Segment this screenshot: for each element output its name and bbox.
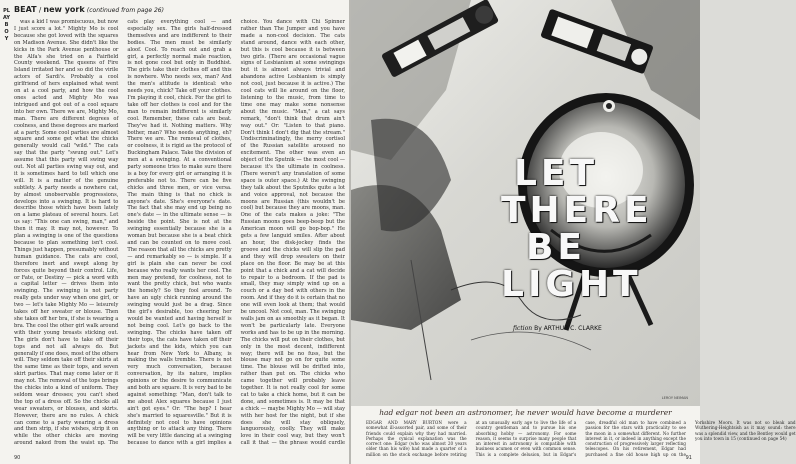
page-number-left: 90 xyxy=(14,455,21,461)
story-title xyxy=(501,153,653,305)
title-line-3: BE xyxy=(525,227,587,268)
left-page xyxy=(0,0,349,464)
header-note: (continued from page 26) xyxy=(86,7,164,14)
author-name: ARTHUR C. CLARKE xyxy=(543,325,602,332)
vertical-brand: PLAYBOY xyxy=(3,8,11,42)
section-header: BEAT / new york (continued from page 26) xyxy=(14,5,164,14)
header-city: new york xyxy=(43,5,85,14)
story-tagline: had edgar not been an astronomer, he never would have become a murderer xyxy=(379,408,672,417)
illustration xyxy=(351,0,700,406)
story-body: EDGAR AND MARY BURTON were a somewhat ill-assorted pair, and some of their friends could explain why they had married. Perhaps the cynical explanation was the correct one: Edgar (who was almost 20 years older than his wife) had made a quarter of a million on the stock exchange before retiring at an unusually early age to live the life of a country gentleman and to pursue his one absorbing hobby — astronomy. For some reason, it seems to surprise many people that an interest in astronomy is compatible with business acumen or even with common sense. This is a complete delusion, but in Edgar's case, dreadful old man to have combined a passion for the stars with practicality to see the moon in a somewhat different. No further interest in it, or indeed in anything except the construction of progressively larger reflecting telescopes. On his retirement, Edgar had purchased a fine old house high up on the Yorkshire Moors. It was not so bleak and Wuthering-Heightsish as it may sound: there was a splendid view, and the Bentley would get you into town in 15 (continued on page 54) xyxy=(366,420,796,457)
by-label: By xyxy=(534,325,542,332)
header-section: BEAT xyxy=(14,5,37,14)
article-body: was a kid I was promiscuous, but now I just score a lot." Mighty Mo is cool because she got loved with the squares on Madison Avenue. She didn't like the kicks in the Park Avenue penthouse or the Alfa's she tried on a Fairfield County weekend. The queens of Fire Island irritated her and so did the virile actors of Sardi's. Probably a cool girlfriend of hers explained what went on at a cool party, and how the cool ones acted and Mighty Mo was intrigued and got out of a cool square into her own. There we are, Mighty Mo, man. There are different degrees of coolness, and these degrees are marked at a party. Some cool parties are almost square and some get what the chicks generally would call "wild." The cats say that the party "swung out." Let's assume that this party will swing way out. Not all parties swing way out, and it is sometimes hard to tell which one will. It is a matter of the genuine subtlety. A party needs a nowhere cat, by almost unobservable progressions, develops into a swinging. It is hard to describe those which have been lately on a lame plateau of several hours. Let us say: "This one can swing, man," and then it may. It may not, however. To plan a swinging is one of the questions because to plan something isn't cool. Things just happen, presumably without human guidance. The cats are cool, therefore inert and swept along by forces quite beyond their control. Life, or Fate, or Destiny — pick a word with a capital letter — drives them into swinging. The swinging is not party really gets under way when one girl, or two — let's take Mighty Mo — leisurely takes off her sweater or blouse. Then she takes off her bra, if she is wearing a bra. The cool the other girl walk around with their young breasts sticking out. The girls don't have to take off their tops and not all always do. But generally if one does, most of the others will. They seldom take off their skirts at the same time as their tops, and seven skirt parties. That may come later or it may not. The removal of the tops brings the chicks into a kind of uniform. They seldom wear dresses; you can't shed the top of a dress off. So the chicks all wear sweaters, or blouses, and skirts. However, there are no rules. A chick can come to a party wearing a dress and then strip, if she wishes, strip it on while the other chicks are moving around naked from the waist up. The cats play everything cool — and especially sex. The girls half-dressed themselves and are indifferent to their bodies. The men must be similarly aloof. Cool. To reach out and grab a girl, a perfectly normal male reaction, is not gone cool but only in Buddhist. The girls take their clothes off and this is nowhere. Who needs sex, man? And the men's attitude is identical: who needs you, chick? Take off your clothes. I'm playing it cool, chick. For the girl to take off her clothes is cool and for the man to remain indifferent is similarly cool. Remember, these cats are beat. They've had it. Nothing matters. Why bother, man? Who needs anything, eh? There we are. The removal of clothes, or coolness, it is rigid as the protocol of Buckingham Palace. Take the division of men at a swinging. At a conventional party someone tries to make sure there is a boy for every girl or arranging it is preferable not to. There can be five chicks and three men, or vice versa. The main thing is that no chick is anyone's date. She's everyone's date. The fact that she may end up being no one's date — in the ultimate sense — is beside the point. She is not at the swinging essentially because she is a woman but because she is a beat chick and can be counted on to move cool. The reason that all the chicks are pretty — and remarkably so — is simple. If a girl is plain she can never be cool because who really wants her cool. The men may pretend, for coolness, not to want the pretty chick, but who wants the homely? So they fool around. To have an ugly chick running around the swinging would just be a drag. Since the girl's desirable, too cheering her would be wanted and having herself is not being cool. Let's go back to the swinging. The chicks have taken off their tops, the cats have taken off their jackets and the kids, which you can hear from New York to Albany, is making the walls tremble. There is not very much conversation, because conversation, by its nature, implies opinions or the desire to communicate and both are square. It is very bad to be against something: "Man, don't talk to me about Alex squares because I just ain't got eyes." Or: "The hep? I hear she's married to squaresville." But it is definitely not cool to have opinions anything or to attack any thing. There will be very little dancing at a swinging because to dance with a girl implies a choice. You dance with Chi Spinner rather than The Jumper and you have made a non-cool decision. The cats stand around, dance with each other, but this is cool because it is between two girls. (There are occasional vague signs of Lesbianism at some swingings but it is almost always trivial and abandons active Lesbianism is simply not cool, just because it is active.) The cool cats will lie around on the floor, listening to the music, from time to time one may make some nonsense about the music. "Man," a cat says remark, "don't think that drum ain't way out." Or: "Listen to that piano. Don't think I don't dig that the stream." Undiscriminatingly, the merry cortisol of the Russian satellite aroused no excitement. The other was even an object of the Sputnik — the most cool — because it's the ultimate in coolness. (There weren't any translation of some space is outer space.) At the swinging they talk about the Sputniks quite a lot and voice approval, not because the moons are Russian (this wouldn't be cool) but because they are moons, man. One of the cats makes a joke: "The Russian moons goes beep-beep but the American moon will go bop-bop." He gets a few languid smiles. After about an hour, the disk-jockey finds the groove and the chicks will slip the pad and they will drop sweaters on their place on the floor. Be may be at this point that a chick and a cat will decide to repair to a bedroom. If the pad is small, they may simply wind up on a couch or a day bed with others in the room. And if they do it is certain that no one will even look at them; that would be uncool. Not cool, man. The swinging walls jam on as smoothly as it began. It won't be particularly late. Everyone works and has to be up in the morning. The chicks will put on their clothes, but only in the most decent, indifferent way; there will be no fuss, but the blouse may not go on for quite some time. The blouse will be drifted into, rather than put on. The chicks who came together will probably leave together. It is not really cool for some cat to take a chick home, but it can be done, and sometimes is. It may be that a chick — maybe Mighty Mo — will stay with her host for the night, but if she does she will stay obliquely, languorously, coolly. They will make love in their cool way, but they won't call it that — the phrase would curdle xyxy=(14,19,345,447)
fiction-label: fiction xyxy=(513,325,533,332)
title-line-1: LET xyxy=(513,153,599,194)
title-line-4: LIGHT xyxy=(501,264,642,305)
title-line-2: THERE xyxy=(501,190,653,231)
page-number-right: 91 xyxy=(685,455,692,461)
art-credit: LEROY NEIMAN xyxy=(661,396,688,400)
article-columns xyxy=(14,19,345,449)
byline xyxy=(513,325,602,332)
right-page xyxy=(351,0,796,464)
